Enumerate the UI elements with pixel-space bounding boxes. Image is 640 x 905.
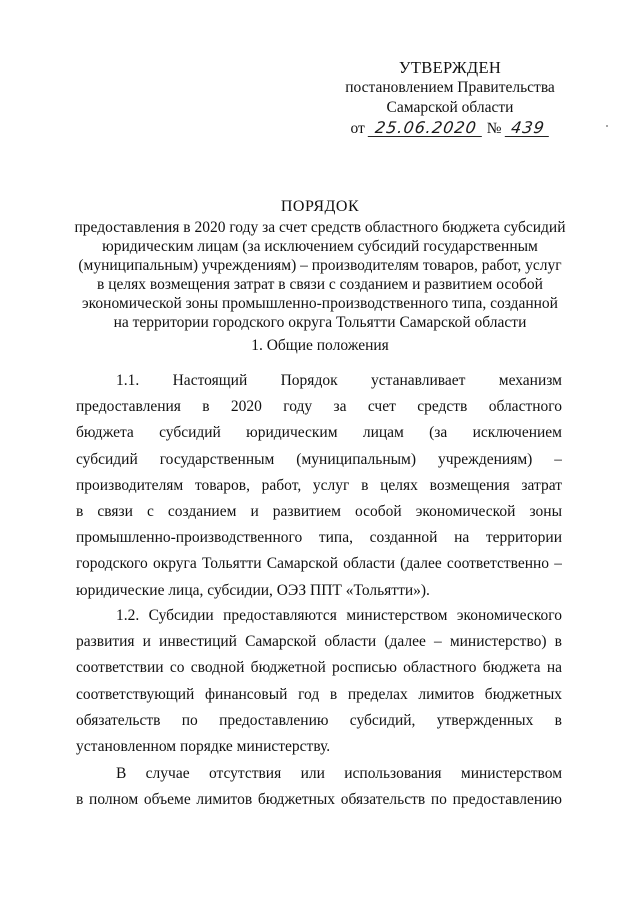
paragraph-line: субсидий государственным (муниципальным) учреждениям) – [76, 450, 562, 468]
paragraph-line: соответствующий финансовый год в пределах лимитов бюджетных [76, 685, 562, 703]
title-line: юридическим лицам (за исключением субсидий государственным [102, 238, 538, 255]
approval-block [330, 58, 570, 139]
from-label: от [350, 120, 365, 137]
paragraph-line: В случае отсутствия или использования министерством [116, 765, 562, 782]
title-line: в целях возмещения затрат в связи с созданием и развитием особой [97, 276, 543, 293]
paragraph-line: бюджета субсидий юридическим лицам (за исключением [76, 424, 562, 442]
paragraph-3 [76, 761, 562, 813]
document-heading: ПОРЯДОК [280, 198, 360, 215]
approval-line-1: постановлением Правительства [345, 79, 555, 96]
title-line: экономической зоны промышленно-производственного типа, созданной [82, 295, 558, 312]
paragraph-1-2 [76, 603, 562, 760]
paragraph-line: юридические лица, субсидии, ОЭЗ ППТ «Тольятти»). [76, 581, 430, 599]
paragraph-line: в связи с созданием и развитием особой экономической зоны [76, 502, 562, 520]
paragraph-line: производителям товаров, работ, услуг в целях возмещения затрат [76, 476, 562, 494]
approval-line-2: Самарской области [386, 99, 514, 116]
paragraph-line: городского округа Тольятти Самарской области (далее соответственно – [76, 555, 562, 573]
title-line: (муниципальным) учреждениям) – производителям товаров, работ, услуг [78, 257, 562, 274]
paragraph-line: развития и инвестиций Самарской области (далее – министерство) в [76, 633, 562, 651]
handwritten-date: 25.06.2020 [368, 119, 485, 137]
approved-label: УТВЕРЖДЕН [398, 58, 502, 77]
paragraph-line: соответствии со сводной бюджетной росписью областного бюджета на [76, 659, 562, 677]
paragraph-line: промышленно-производственного типа, созданной на территории [76, 529, 562, 547]
title-line: на территории городского округа Тольятти Самарской области [113, 314, 527, 331]
section-heading: 1. Общие положения [251, 337, 389, 354]
approval-date-line [330, 119, 570, 139]
paragraph-line: предоставления в 2020 году за счет средств областного [76, 398, 562, 416]
number-label: № [486, 120, 502, 137]
scan-speck [606, 125, 608, 127]
paragraph-1-1 [76, 368, 562, 604]
paragraph-line: 1.2. Субсидии предоставляются министерством экономического [116, 607, 562, 624]
paragraph-line: в полном объеме лимитов бюджетных обязательств по предоставлению [76, 791, 562, 809]
paragraph-line: 1.1. Настоящий Порядок устанавливает механизм [116, 372, 562, 389]
handwritten-number: 439 [504, 119, 551, 137]
document-title-block [68, 197, 572, 332]
paragraph-line: установленном порядке министерству. [76, 737, 331, 755]
paragraph-line: обязательств по предоставлению субсидий, утвержденных в [76, 711, 562, 729]
title-line: предоставления в 2020 году за счет средств областного бюджета субсидий [74, 219, 566, 236]
